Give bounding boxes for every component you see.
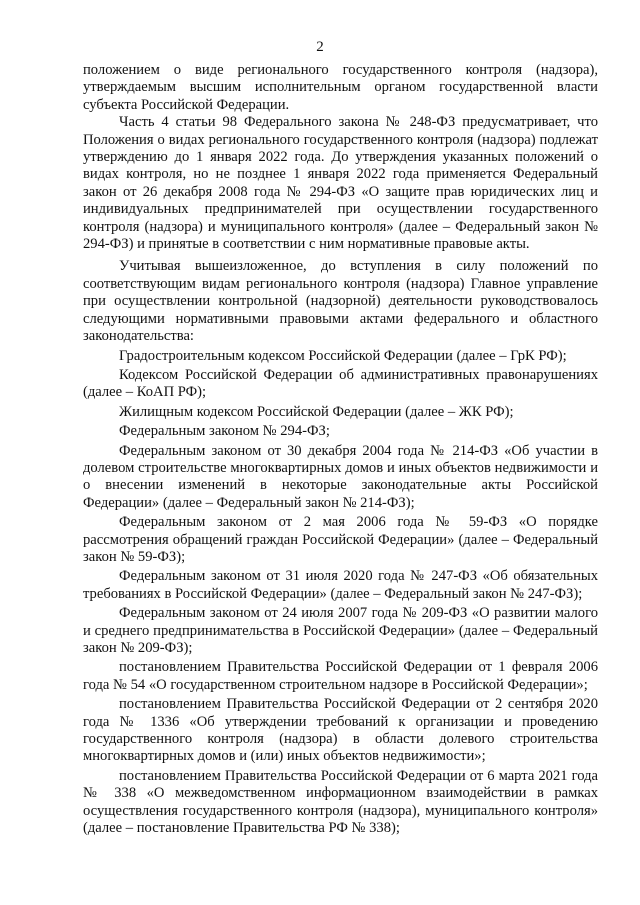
paragraph-3: Учитывая вышеизложенное, до вступления в силу положений по соответствующим видам регионального контроля (надзора) Главное управление при осуществлении контрольной (надзорной) деятельности руководствовалось следующими нормативными правовыми актами федерального и областного законодательства: — [83, 258, 598, 345]
list-item-post-1336: постановлением Правительства Российской Федерации от 2 сентября 2020 года № 1336 «Об утверждении требований к организации и проведению государственного контроля (надзора) в области долевого строительства многоквартирных домов и (или) иных объектов недвижимости»; — [83, 696, 598, 765]
list-item-247fz: Федеральным законом от 31 июля 2020 года № 247-ФЗ «Об обязательных требованиях в Российской Федерации» (далее – Федеральный закон № 247-ФЗ); — [83, 568, 598, 602]
paragraph-2: Часть 4 статьи 98 Федерального закона № 248-ФЗ предусматривает, что Положения о видах регионального государственного контроля (надзора) подлежат утверждению до 1 января 2022 года. До утверждения указанных положений о видах контроля, но не позднее 1 января 2022 года применяется Федеральный закон от 26 декабря 2008 года № 294-ФЗ «О защите прав юридических лиц и индивидуальных предпринимателей при осуществлении государственного контроля (надзора) и муниципального контроля» (далее – Федеральный закон № 294-ФЗ) и принятые в соответствии с ним нормативные правовые акты. — [83, 114, 598, 253]
list-item-214fz: Федеральным законом от 30 декабря 2004 года № 214-ФЗ «Об участии в долевом строительстве многоквартирных домов и иных объектов недвижимости и о внесении изменений в некоторые законодательные акты Российской Федерации» (далее – Федеральный закон № 214-ФЗ); — [83, 442, 598, 511]
list-item-post-54: постановлением Правительства Российской Федерации от 1 февраля 2006 года № 54 «О государственном строительном надзоре в Российской Федерации»; — [83, 659, 598, 693]
list-item-post-338: постановлением Правительства Российской Федерации от 6 марта 2021 года № 338 «О межведомственном информационном взаимодействии в рамках осуществления государственного контроля (надзора), муниципального контроля» (далее – постановление Правительства РФ № 338); — [83, 767, 598, 837]
list-item-zhk: Жилищным кодексом Российской Федерации (далее – ЖК РФ); — [119, 403, 514, 420]
paragraph-1: положением о виде регионального государственного контроля (надзора), утверждаемым высшим исполнительным органом государственной власти субъекта Российской Федерации. — [83, 62, 598, 113]
list-item-209fz: Федеральным законом от 24 июля 2007 года № 209-ФЗ «О развитии малого и среднего предпринимательства в Российской Федерации» (далее – Федеральный закон № 209-ФЗ); — [83, 605, 598, 656]
page-number: 2 — [316, 39, 324, 55]
list-item-koap: Кодексом Российской Федерации об административных правонарушениях (далее – КоАП РФ); — [83, 366, 598, 401]
list-item-59fz: Федеральным законом от 2 мая 2006 года № 59-ФЗ «О порядке рассмотрения обращений граждан Российской Федерации» (далее – Федеральный закон № 59-ФЗ); — [83, 514, 598, 565]
list-item-294fz: Федеральным законом № 294-ФЗ; — [119, 423, 330, 440]
document-body — [83, 62, 598, 837]
list-item-grk: Градостроительным кодексом Российской Федерации (далее – ГрК РФ); — [119, 347, 567, 364]
